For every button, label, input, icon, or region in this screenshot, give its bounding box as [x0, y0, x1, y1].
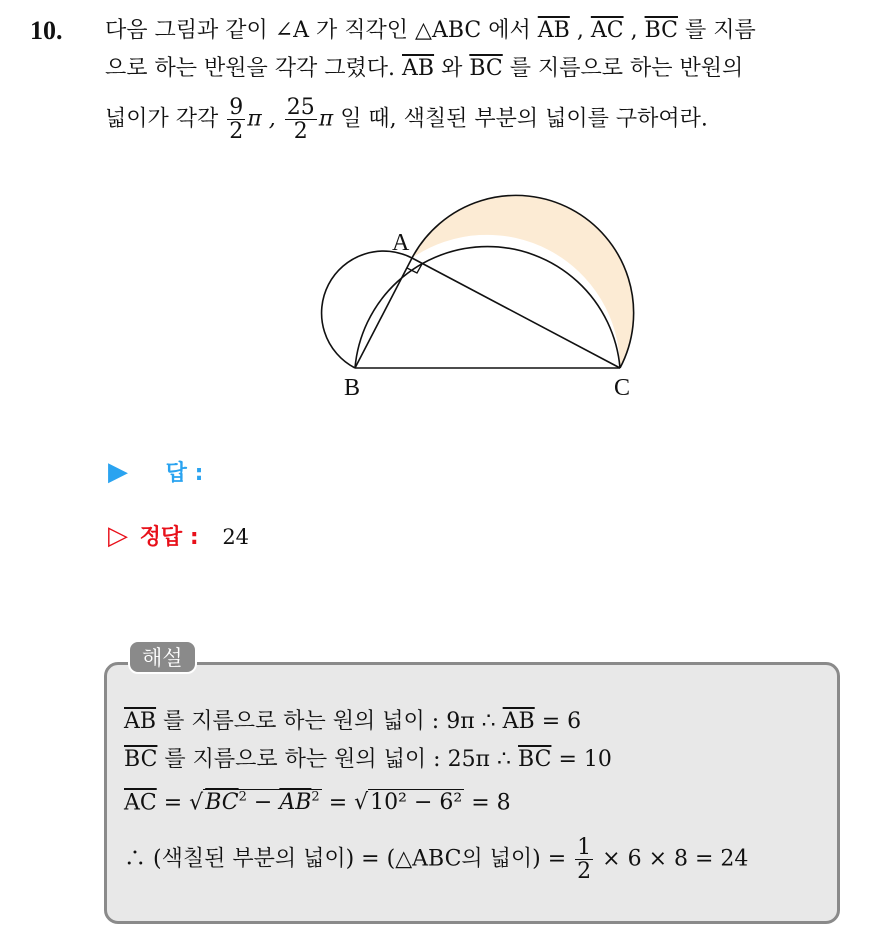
- segment-ab: $\overline{AB}$: [402, 56, 435, 81]
- solution-line-1: [124, 704, 581, 735]
- equals-sign: =: [328, 790, 348, 816]
- semicircle-ab: [322, 251, 412, 368]
- correct-answer-label: 정답 :: [139, 525, 199, 550]
- segment-ab: $\overline{AB}$: [279, 790, 312, 816]
- segment-bc: $\overline{BC}$: [124, 747, 158, 772]
- solution-result: = 10: [558, 747, 612, 772]
- solution-line-2: [124, 742, 612, 773]
- segment-bc: $\overline{BC}$: [644, 18, 678, 43]
- question-text: 일 때, 색칠된 부분의 넓이를 구하여라.: [340, 106, 708, 132]
- answer-row: [108, 456, 203, 487]
- question-number: 10.: [30, 16, 63, 45]
- exponent: 2: [311, 790, 320, 805]
- segment-ab: $\overline{AB}$: [537, 18, 570, 43]
- pi-symbol: π: [318, 106, 334, 132]
- fraction-9-2: [227, 96, 245, 143]
- solution-text: (색칠된 부분의 넓이) = (△ABC의 넓이) =: [153, 846, 567, 872]
- question-text: 와: [441, 56, 463, 81]
- solution-tag: 해설: [128, 640, 197, 674]
- therefore-symbol: ∴: [124, 846, 147, 872]
- fraction-denominator: 2: [293, 119, 308, 145]
- segment-bc: $\overline{BC}$: [518, 747, 552, 772]
- equals-sign: =: [163, 790, 183, 816]
- label-a: A: [392, 230, 410, 256]
- question-text: 다음 그림과 같이 ∠A 가 직각인 △ABC 에서: [105, 18, 531, 43]
- fraction-25-2: [285, 96, 317, 143]
- sqrt-expression-2: √10² − 6²: [354, 790, 463, 816]
- solution-result: = 8: [471, 790, 511, 816]
- segment-ab: $\overline{AB}$: [124, 709, 157, 734]
- shaded-region-ab: [322, 251, 412, 368]
- correct-answer-value: 24: [222, 525, 250, 549]
- solution-text: 를 지름으로 하는 원의 넓이 : 25π ∴: [164, 747, 512, 772]
- solution-result: = 6: [541, 709, 582, 734]
- question-text: 넓이가 각각: [105, 106, 219, 132]
- separator: ,: [630, 18, 638, 43]
- segment-ac: $\overline{AC}$: [124, 790, 157, 816]
- solution-result: × 6 × 8 = 24: [602, 846, 749, 872]
- question-text: 를 지름: [684, 18, 756, 43]
- fraction-numerator: 1: [577, 835, 592, 860]
- shaded-region-ac: [412, 195, 634, 368]
- solution-line-3: [124, 790, 511, 815]
- segment-bc: BC: [205, 790, 239, 816]
- side-ab: [355, 258, 412, 368]
- question-line-2: [105, 58, 743, 80]
- correct-answer-row: [108, 520, 249, 551]
- fraction-denominator: 2: [229, 119, 244, 145]
- segment-ac: $\overline{AC}$: [590, 18, 624, 43]
- fraction-1-2: [575, 836, 593, 883]
- sqrt-expression-1: $√BC^2 - \overline{AB}^2$: [189, 790, 320, 816]
- answer-label: 답 :: [165, 461, 204, 486]
- solution-line-4: [124, 836, 748, 883]
- segment-bc: $\overline{BC}$: [469, 56, 503, 81]
- pi-symbol: π ,: [247, 106, 276, 132]
- segment-ab: $\overline{AB}$: [502, 709, 535, 734]
- minus-sign: −: [253, 790, 273, 816]
- fraction-denominator: 2: [577, 859, 592, 885]
- question-text: 를 지름으로 하는 반원의: [509, 56, 744, 81]
- separator: ,: [576, 18, 584, 43]
- fraction-numerator: 9: [229, 95, 244, 120]
- exponent: 2: [238, 790, 247, 805]
- geometry-figure: [300, 180, 660, 410]
- label-b: B: [344, 375, 361, 401]
- play-arrow-icon: ▶: [108, 457, 128, 487]
- solution-text: 를 지름으로 하는 원의 넓이 : 9π ∴: [163, 709, 496, 734]
- outline-arrow-icon: ▷: [108, 521, 128, 551]
- radicand: 10² − 6²: [370, 790, 463, 816]
- question-line-1: [105, 20, 756, 42]
- fraction-numerator: 25: [286, 95, 315, 120]
- question-line-3: [105, 96, 708, 143]
- question-text: 으로 하는 반원을 각각 그렸다.: [105, 56, 395, 81]
- label-c: C: [614, 375, 631, 401]
